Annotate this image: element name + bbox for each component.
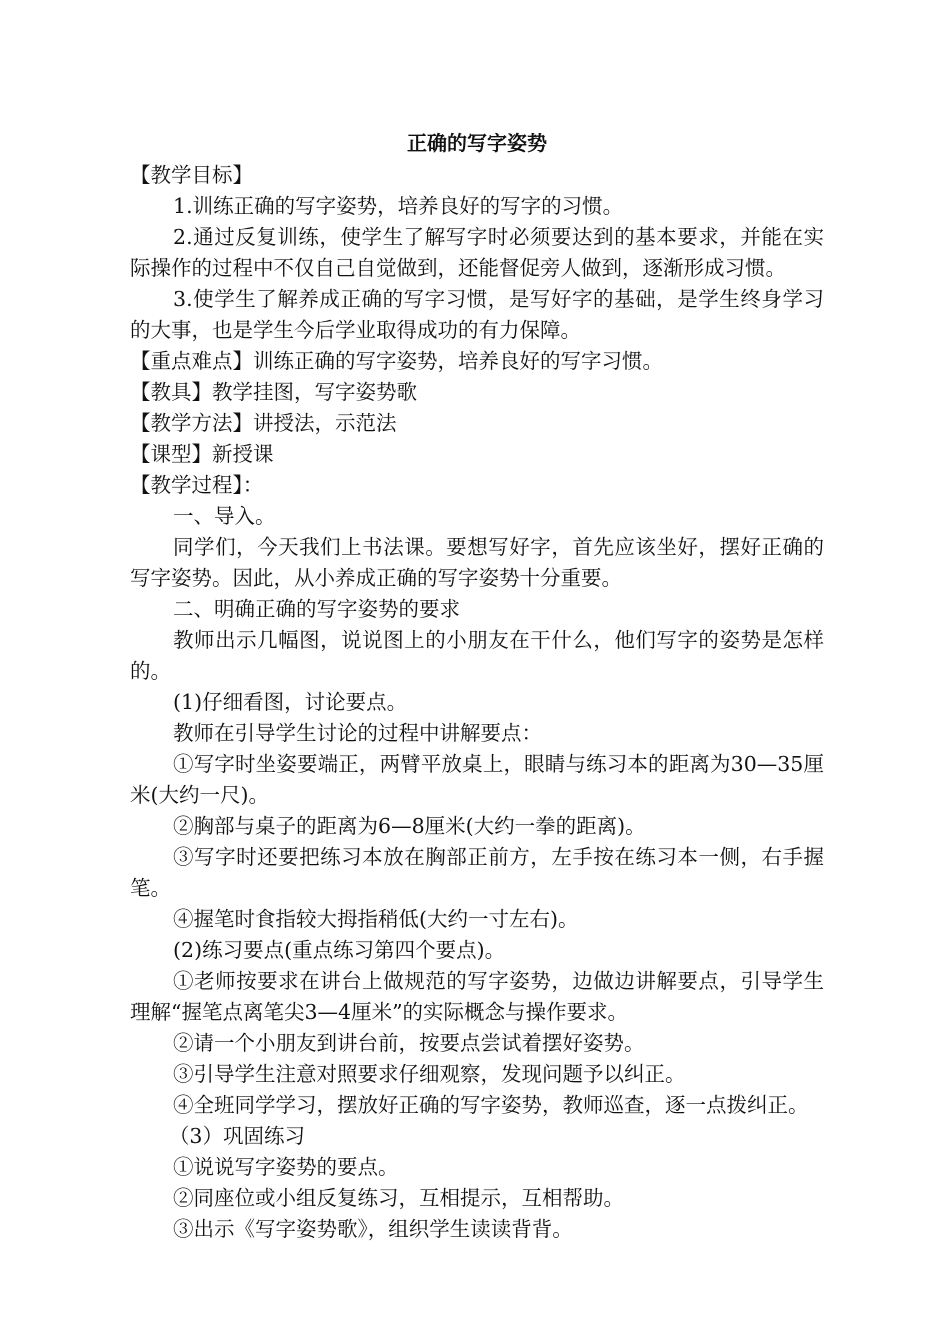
paragraph: 教师出示几幅图，说说图上的小朋友在干什么，他们写字的姿势是怎样的。 — [130, 628, 824, 683]
paragraph: ④握笔时食指较大拇指稍低(大约一寸左右)。 — [173, 907, 579, 931]
paragraph: 【重点难点】训练正确的写字姿势，培养良好的写字习惯。 — [130, 349, 663, 373]
paragraph: ②胸部与桌子的距离为6—8厘米(大约一拳的距离)。 — [173, 814, 646, 838]
paragraph: ③写字时还要把练习本放在胸部正前方，左手按在练习本一侧，右手握笔。 — [130, 845, 824, 900]
paragraph: (2)练习要点(重点练习第四个要点)。 — [173, 938, 506, 962]
paragraph: 二、明确正确的写字姿势的要求 — [173, 597, 461, 621]
document-page — [130, 128, 824, 1245]
paragraph: 【教学目标】 — [130, 163, 253, 187]
paragraph: ②同座位或小组反复练习，互相提示，互相帮助。 — [173, 1186, 625, 1210]
document-body — [130, 160, 824, 1245]
paragraph: ②请一个小朋友到讲台前，按要点尝试着摆好姿势。 — [173, 1031, 645, 1055]
paragraph: (1)仔细看图，讨论要点。 — [173, 690, 408, 714]
paragraph: 一、导入。 — [173, 504, 276, 528]
paragraph: ③引导学生注意对照要求仔细观察，发现问题予以纠正。 — [173, 1062, 686, 1086]
paragraph: ①写字时坐姿要端正，两臂平放桌上，眼睛与练习本的距离为30—35厘米(大约一尺)。 — [130, 752, 824, 807]
paragraph: ③出示《写字姿势歌》，组织学生读读背背。 — [173, 1217, 573, 1241]
paragraph: （3）巩固练习 — [168, 1124, 305, 1148]
paragraph: ①说说写字姿势的要点。 — [173, 1155, 399, 1179]
paragraph: 同学们，今天我们上书法课。要想写好字，首先应该坐好，摆好正确的写字姿势。因此，从小养成正确的写字姿势十分重要。 — [130, 535, 824, 590]
paragraph: 【课型】新授课 — [130, 442, 274, 466]
paragraph: ①老师按要求在讲台上做规范的写字姿势，边做边讲解要点，引导学生理解“握笔点离笔尖3—4厘米”的实际概念与操作要求。 — [130, 969, 824, 1024]
paragraph: ④全班同学学习，摆放好正确的写字姿势，教师巡查，逐一点拨纠正。 — [173, 1093, 809, 1117]
paragraph: 教师在引导学生讨论的过程中讲解要点： — [173, 721, 543, 745]
document-title: 正确的写字姿势 — [407, 131, 547, 155]
paragraph: 2.通过反复训练，使学生了解写字时必须要达到的基本要求，并能在实际操作的过程中不仅自己自觉做到，还能督促旁人做到，逐渐形成习惯。 — [130, 225, 824, 280]
paragraph: 【教具】教学挂图，写字姿势歌 — [130, 380, 417, 404]
paragraph: 1.训练正确的写字姿势，培养良好的写字的习惯。 — [173, 194, 624, 218]
paragraph: 【教学方法】讲授法，示范法 — [130, 411, 397, 435]
paragraph: 【教学过程】： — [130, 473, 264, 497]
paragraph: 3.使学生了解养成正确的写字习惯，是写好字的基础，是学生终身学习的大事，也是学生今后学业取得成功的有力保障。 — [130, 287, 824, 342]
